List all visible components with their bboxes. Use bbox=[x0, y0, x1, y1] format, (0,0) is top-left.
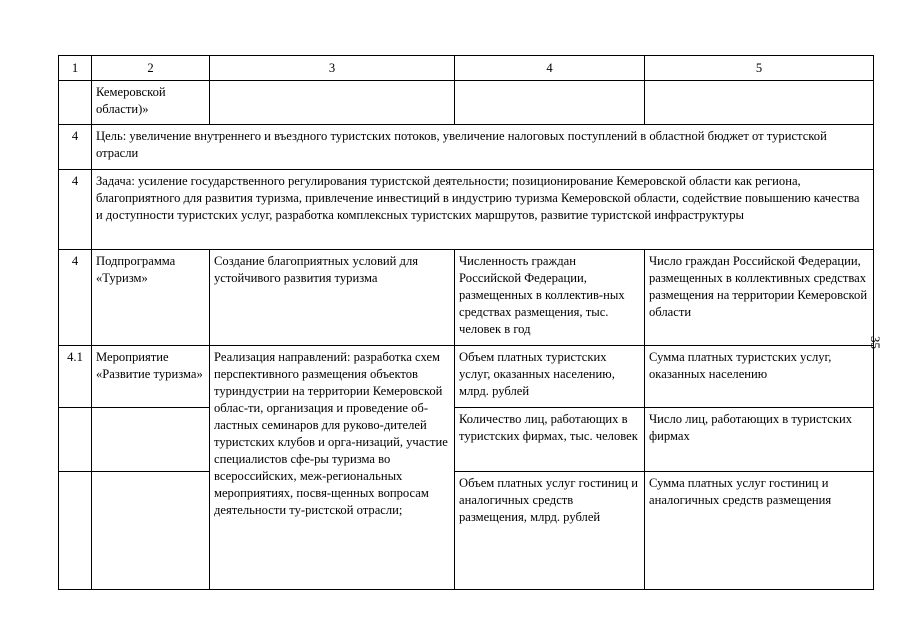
header-cell-1: 1 bbox=[59, 56, 92, 81]
method-cell: Сумма платных туристских услуг, оказанных населению bbox=[645, 346, 874, 408]
task-num-cell: 4 bbox=[59, 170, 92, 250]
subprogram-name-cell: Подпрограмма «Туризм» bbox=[92, 250, 210, 346]
measure-num-cell-end bbox=[59, 472, 92, 590]
indicator-cell: Количество лиц, работающих в туристских фирмах, тыс. человек bbox=[455, 408, 645, 472]
cont-empty-cell-3 bbox=[210, 81, 455, 125]
goal-num-cell: 4 bbox=[59, 125, 92, 170]
measure-row-2 bbox=[59, 408, 874, 472]
measure-name-cell: Мероприятие «Развитие туризма» bbox=[92, 346, 210, 408]
subprogram-method-cell: Число граждан Российской Федерации, размещенных в коллективных средствах размещения на территории Кемеровской области bbox=[645, 250, 874, 346]
page-number: 35 bbox=[868, 336, 883, 349]
cont-empty-cell-4 bbox=[455, 81, 645, 125]
measure-name-cell-cont bbox=[92, 408, 210, 472]
subprogram-num-cell: 4 bbox=[59, 250, 92, 346]
header-cell-3: 3 bbox=[210, 56, 455, 81]
task-row bbox=[59, 170, 874, 250]
task-text-cell: Задача: усиление государственного регулирования туристской деятельности; позиционирование Кемеровской области как региона, благоприятного для развития туризма, привлечение инвестиций в индустрию туризма Кемеровской области, содействие повышению качества и доступности туристских услуг, разработка комплексных туристских маршрутов, развитие туристской инфраструктуры bbox=[92, 170, 874, 250]
measure-description-cell: Реализация направлений: разработка схем перспективного размещения объектов туриндустрии на территории Кемеровской облас-ти, организация и проведение об-ластных семинаров для руково-дителей туристских клубов и орга-низаций, участие специалистов сфе-ры туризма во всероссийских, меж-региональных мероприятиях, посвя-щенных вопросам деятельности ту-ристской отрасли; bbox=[210, 346, 455, 590]
header-row bbox=[59, 56, 874, 81]
subprogram-indicator-cell: Численность граждан Российской Федерации, размещенных в коллектив-ных средствах размещения, тыс. человек в год bbox=[455, 250, 645, 346]
goal-row bbox=[59, 125, 874, 170]
measure-num-cell-cont bbox=[59, 408, 92, 472]
method-cell: Сумма платных услуг гостиниц и аналогичных средств размещения bbox=[645, 472, 874, 590]
indicator-cell: Объем платных туристских услуг, оказанных населению, млрд. рублей bbox=[455, 346, 645, 408]
header-cell-4: 4 bbox=[455, 56, 645, 81]
cont-empty-cell-5 bbox=[645, 81, 874, 125]
measure-num-cell: 4.1 bbox=[59, 346, 92, 408]
goal-text-cell: Цель: увеличение внутреннего и въездного туристских потоков, увеличение налоговых поступлений в областной бюджет от туристской отрасли bbox=[92, 125, 874, 170]
method-cell: Число лиц, работающих в туристских фирмах bbox=[645, 408, 874, 472]
cont-text-cell: Кемеровской области)» bbox=[92, 81, 210, 125]
subprogram-row bbox=[59, 250, 874, 346]
cont-num-cell bbox=[59, 81, 92, 125]
subprogram-goal-cell: Создание благоприятных условий для устойчивого развития туризма bbox=[210, 250, 455, 346]
program-table bbox=[58, 55, 874, 590]
indicator-cell: Объем платных услуг гостиниц и аналогичных средств размещения, млрд. рублей bbox=[455, 472, 645, 590]
header-cell-5: 5 bbox=[645, 56, 874, 81]
header-cell-2: 2 bbox=[92, 56, 210, 81]
measure-row-1 bbox=[59, 346, 874, 408]
measure-row-3 bbox=[59, 472, 874, 590]
continuation-row bbox=[59, 81, 874, 125]
measure-name-cell-end bbox=[92, 472, 210, 590]
